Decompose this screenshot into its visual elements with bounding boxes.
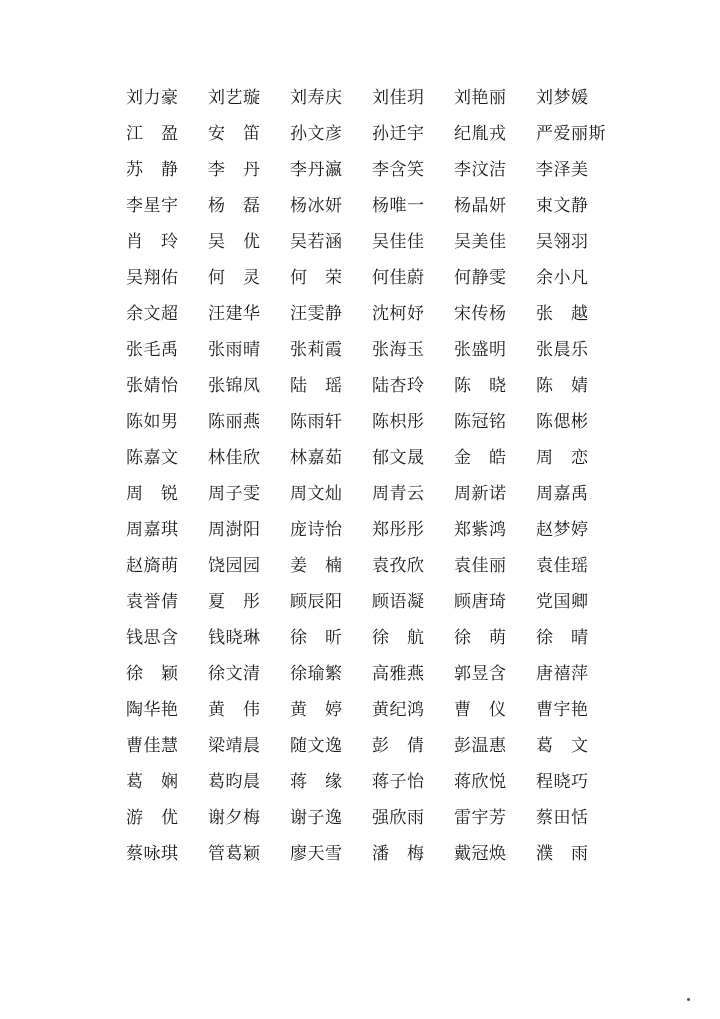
name-cell: 葛昀晨 [208,772,261,792]
name-cell: 蒋子怡 [372,772,425,792]
names-row [126,404,606,440]
name-cell: 陈丽燕 [208,412,261,432]
names-row [126,728,606,764]
name-cell: 葛 娴 [126,772,179,792]
name-cell: 葛 文 [536,736,589,756]
name-cell: 陈雨轩 [290,412,343,432]
name-cell: 赵梦婷 [536,520,589,540]
name-cell: 张莉霞 [290,340,343,360]
name-cell: 陈如男 [126,412,179,432]
names-row [126,152,606,188]
name-cell: 杨冰妍 [290,196,343,216]
name-cell: 肖 玲 [126,232,179,252]
name-cell: 谢夕梅 [208,808,261,828]
name-cell: 何 灵 [208,268,261,288]
name-cell: 束文静 [536,196,589,216]
name-cell: 徐 晴 [536,628,589,648]
name-cell: 戴冠焕 [454,844,507,864]
name-cell: 陈 晓 [454,376,507,396]
name-cell: 何佳蔚 [372,268,425,288]
name-cell: 蒋 缘 [290,772,343,792]
names-row [126,476,606,512]
name-cell: 黄纪鸿 [372,700,425,720]
name-cell: 余小凡 [536,268,589,288]
names-row [126,692,606,728]
names-row [126,836,606,872]
name-cell: 郑紫鸿 [454,520,507,540]
name-cell: 蔡咏琪 [126,844,179,864]
name-cell: 顾辰阳 [290,592,343,612]
name-cell: 夏 彤 [208,592,261,612]
name-cell: 徐瑜繁 [290,664,343,684]
name-cell: 李丹瀛 [290,160,343,180]
name-cell: 濮 雨 [536,844,589,864]
name-cell: 周嘉禹 [536,484,589,504]
name-cell: 李含笑 [372,160,425,180]
name-cell: 刘力豪 [126,88,179,108]
name-cell: 张雨晴 [208,340,261,360]
name-cell: 吴翎羽 [536,232,589,252]
name-cell: 陈枳彤 [372,412,425,432]
name-cell: 汪建华 [208,304,261,324]
name-cell: 郑彤彤 [372,520,425,540]
name-cell: 强欣雨 [372,808,425,828]
name-cell: 孙迁宇 [372,124,425,144]
name-cell: 张婧怡 [126,376,179,396]
name-cell: 周 锐 [126,484,179,504]
name-cell: 郁文晟 [372,448,425,468]
name-cell: 钱思含 [126,628,179,648]
names-row [126,296,606,332]
name-cell: 刘梦媛 [536,88,589,108]
name-cell: 纪胤戎 [454,124,507,144]
name-cell: 李汶洁 [454,160,507,180]
name-cell: 彭温惠 [454,736,507,756]
scan-speck [687,998,690,1001]
name-cell: 江 盈 [126,124,179,144]
name-cell: 袁誉倩 [126,592,179,612]
name-cell: 张晨乐 [536,340,589,360]
name-cell: 吴翔佑 [126,268,179,288]
name-cell: 张盛明 [454,340,507,360]
names-row [126,620,606,656]
name-cell: 顾唐琦 [454,592,507,612]
name-cell: 雷宇芳 [454,808,507,828]
name-cell: 周嘉琪 [126,520,179,540]
name-cell: 张海玉 [372,340,425,360]
name-cell: 吴 优 [208,232,261,252]
name-cell: 陆 瑶 [290,376,343,396]
name-cell: 曹 仪 [454,700,507,720]
name-cell: 吴佳佳 [372,232,425,252]
name-cell: 蔡田恬 [536,808,589,828]
name-cell: 袁佳丽 [454,556,507,576]
name-cell: 张毛禹 [126,340,179,360]
names-row [126,80,606,116]
name-cell: 杨唯一 [372,196,425,216]
name-cell: 廖天雪 [290,844,343,864]
name-cell: 李星宇 [126,196,179,216]
name-cell: 周青云 [372,484,425,504]
name-cell: 周 恋 [536,448,589,468]
name-cell: 何静雯 [454,268,507,288]
name-cell: 彭 倩 [372,736,425,756]
name-cell: 刘艳丽 [454,88,507,108]
name-cell: 饶园园 [208,556,261,576]
name-cell: 何 荣 [290,268,343,288]
name-cell: 苏 静 [126,160,179,180]
names-table [126,80,606,872]
name-cell: 随文逸 [290,736,343,756]
name-cell: 刘寿庆 [290,88,343,108]
names-row [126,656,606,692]
name-cell: 赵旖萌 [126,556,179,576]
names-row [126,764,606,800]
names-row [126,800,606,836]
name-cell: 黄 伟 [208,700,261,720]
names-row [126,188,606,224]
name-cell: 李 丹 [208,160,261,180]
name-cell: 徐 萌 [454,628,507,648]
name-cell: 陶华艳 [126,700,179,720]
name-cell: 余文超 [126,304,179,324]
name-cell: 刘艺璇 [208,88,261,108]
name-cell: 程晓巧 [536,772,589,792]
name-cell: 梁靖晨 [208,736,261,756]
name-cell: 庞诗怡 [290,520,343,540]
name-cell: 汪雯静 [290,304,343,324]
name-cell: 曹佳慧 [126,736,179,756]
name-cell: 钱晓琳 [208,628,261,648]
name-cell: 徐 昕 [290,628,343,648]
name-cell: 陈冠铭 [454,412,507,432]
name-cell: 严爱丽斯 [536,124,606,144]
name-cell: 黄 婷 [290,700,343,720]
name-cell: 孙文彦 [290,124,343,144]
name-cell: 游 优 [126,808,179,828]
name-cell: 唐禧萍 [536,664,589,684]
name-cell: 潘 梅 [372,844,425,864]
name-cell: 姜 楠 [290,556,343,576]
names-row [126,440,606,476]
name-cell: 安 笛 [208,124,261,144]
name-cell: 郭昱含 [454,664,507,684]
name-cell: 陈嘉文 [126,448,179,468]
name-cell: 杨晶妍 [454,196,507,216]
names-row [126,260,606,296]
names-row [126,332,606,368]
name-cell: 袁佳瑶 [536,556,589,576]
name-cell: 高雅燕 [372,664,425,684]
names-row [126,224,606,260]
name-cell: 顾语凝 [372,592,425,612]
name-cell: 林嘉茹 [290,448,343,468]
name-cell: 谢子逸 [290,808,343,828]
name-cell: 李泽美 [536,160,589,180]
name-cell: 徐 航 [372,628,425,648]
name-cell: 宋传杨 [454,304,507,324]
name-cell: 曹宇艳 [536,700,589,720]
name-cell: 周子雯 [208,484,261,504]
name-cell: 袁孜欣 [372,556,425,576]
name-cell: 周澍阳 [208,520,261,540]
name-cell: 杨 磊 [208,196,261,216]
names-row [126,584,606,620]
name-cell: 吴美佳 [454,232,507,252]
name-cell: 管葛颖 [208,844,261,864]
name-cell: 陈 婧 [536,376,589,396]
name-cell: 蒋欣悦 [454,772,507,792]
name-cell: 徐 颖 [126,664,179,684]
name-cell: 张 越 [536,304,589,324]
name-cell: 周文灿 [290,484,343,504]
name-cell: 吴若涵 [290,232,343,252]
name-cell: 陆杏玲 [372,376,425,396]
names-row [126,512,606,548]
names-row [126,368,606,404]
names-row [126,116,606,152]
name-cell: 陈偲彬 [536,412,589,432]
name-cell: 金 皓 [454,448,507,468]
name-cell: 党国卿 [536,592,589,612]
names-row [126,548,606,584]
name-cell: 林佳欣 [208,448,261,468]
name-cell: 沈柯妤 [372,304,425,324]
name-cell: 刘佳玥 [372,88,425,108]
name-cell: 徐文清 [208,664,261,684]
name-cell: 周新诺 [454,484,507,504]
name-cell: 张锦凤 [208,376,261,396]
